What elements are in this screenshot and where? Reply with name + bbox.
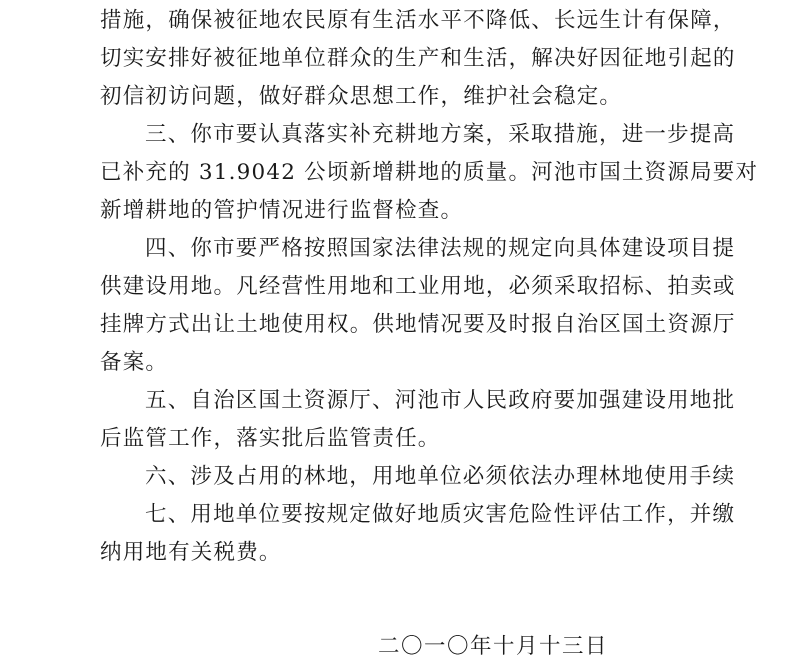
paragraph-line: 已补充的 31.9042 公顷新增耕地的质量。河池市国土资源局要对 bbox=[100, 160, 759, 185]
paragraph-line-item-3: 三、你市要认真落实补充耕地方案，采取措施，进一步提高 bbox=[145, 122, 736, 147]
paragraph-line-item-5: 五、自治区国土资源厅、河池市人民政府要加强建设用地批 bbox=[145, 388, 736, 413]
paragraph-line: 纳用地有关税费。 bbox=[100, 540, 282, 565]
paragraph-line: 备案。 bbox=[100, 350, 169, 375]
paragraph-line-item-6: 六、涉及占用的林地，用地单位必须依法办理林地使用手续 bbox=[145, 464, 736, 489]
paragraph-line: 后监管工作，落实批后监管责任。 bbox=[100, 426, 441, 451]
paragraph-line: 新增耕地的管护情况进行监督检查。 bbox=[100, 198, 464, 223]
paragraph-line: 挂牌方式出让土地使用权。供地情况要及时报自治区国土资源厅 bbox=[100, 312, 736, 337]
paragraph-line: 供建设用地。凡经营性用地和工业用地，必须采取招标、拍卖或 bbox=[100, 274, 736, 299]
paragraph-line: 初信初访问题，做好群众思想工作，维护社会稳定。 bbox=[100, 84, 623, 109]
paragraph-line-item-4: 四、你市要严格按照国家法律法规的规定向具体建设项目提 bbox=[145, 236, 736, 261]
paragraph-line: 切实安排好被征地单位群众的生产和生活，解决好因征地引起的 bbox=[100, 46, 736, 71]
paragraph-line: 措施，确保被征地农民原有生活水平不降低、长远生计有保障， bbox=[100, 8, 736, 33]
paragraph-line-item-7: 七、用地单位要按规定做好地质灾害危险性评估工作，并缴 bbox=[145, 502, 736, 527]
document-date: 二〇一〇年十月十三日 bbox=[378, 634, 609, 659]
